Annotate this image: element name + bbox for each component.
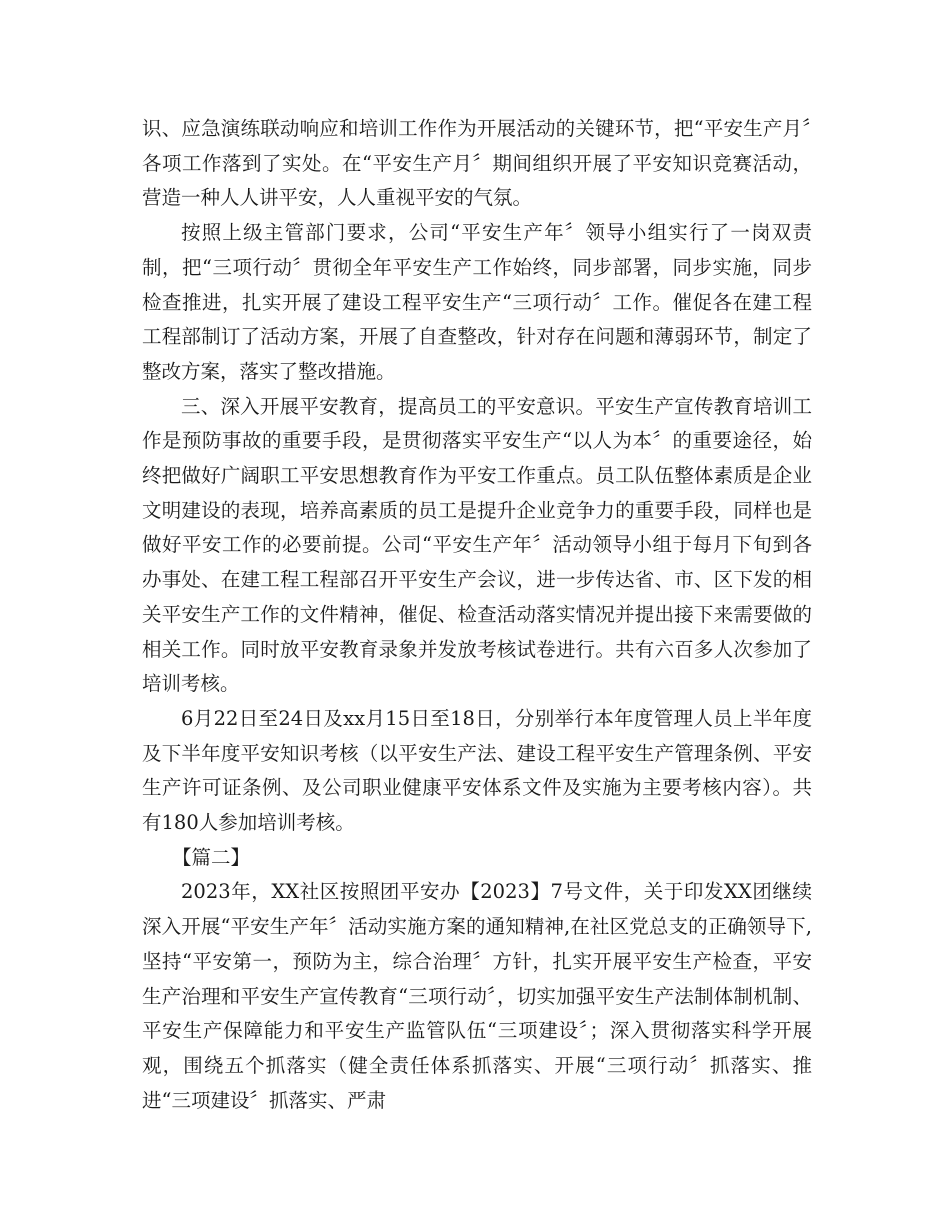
section-heading-part-two: 【篇二】	[172, 845, 251, 869]
paragraph-continuation: 识、应急演练联动响应和培训工作作为开展活动的关键环节，把“平安生产月〞各项工作落到了实处。在“平安生产月〞期间组织开展了平安知识竞赛活动，营造一种人人讲平安，人人重视平安的气氛。	[142, 117, 812, 210]
document-body	[142, 112, 812, 1118]
paragraph-community-safety: 2023年，XX社区按照团平安办【2023】7号文件，关于印发XX团继续深入开展“平安生产年〞活动实施方案的通知精神,在社区党总支的正确领导下,坚持“平安第一，预防为主，综合治理〞方针，扎实开展平安生产检查，平安生产治理和平安生产宣传教育“三项行动〞，切实加强平安生产法制体制机制、平安生产保障能力和平安生产监管队伍“三项建设〞；深入贯彻落实科学开展观，围绕五个抓落实（健全责任体系抓落实、开展“三项行动〞抓落实、推进“三项建设〞抓落实、严肃	[142, 880, 812, 1112]
paragraph-knowledge-exam: 6月22日至24日及xx月15日至18日，分别举行本年度管理人员上半年度及下半年度平安知识考核（以平安生产法、建设工程平安生产管理条例、平安生产许可证条例、及公司职业健康平安体系文件及实施为主要考核内容）。共有180人参加培训考核。	[142, 706, 812, 835]
paragraph-safety-education: 三、深入开展平安教育，提高员工的平安意识。平安生产宣传教育培训工作是预防事故的重要手段，是贯彻落实平安生产“以人为本〞的重要途径，始终把做好广阔职工平安思想教育作为平安工作重点。员工队伍整体素质是企业文明建设的表现，培养高素质的员工是提升企业竞争力的重要手段，同样也是做好平安工作的必要前提。公司“平安生产年〞活动领导小组于每月下旬到各办事处、在建工程工程部召开平安生产会议，进一步传达省、市、区下发的相关平安生产工作的文件精神，催促、检查活动落实情况并提出接下来需要做的相关工作。同时放平安教育录象并发放考核试卷进行。共有六百多人次参加了培训考核。	[142, 394, 812, 696]
paragraph-responsibility-system: 按照上级主管部门要求，公司“平安生产年〞领导小组实行了一岗双责制，把“三项行动〞贯彻全年平安生产工作始终，同步部署，同步实施，同步检查推进，扎实开展了建设工程平安生产“三项行动〞工作。催促各在建工程工程部制订了活动方案，开展了自查整改，针对存在问题和薄弱环节，制定了整改方案，落实了整改措施。	[142, 221, 812, 383]
